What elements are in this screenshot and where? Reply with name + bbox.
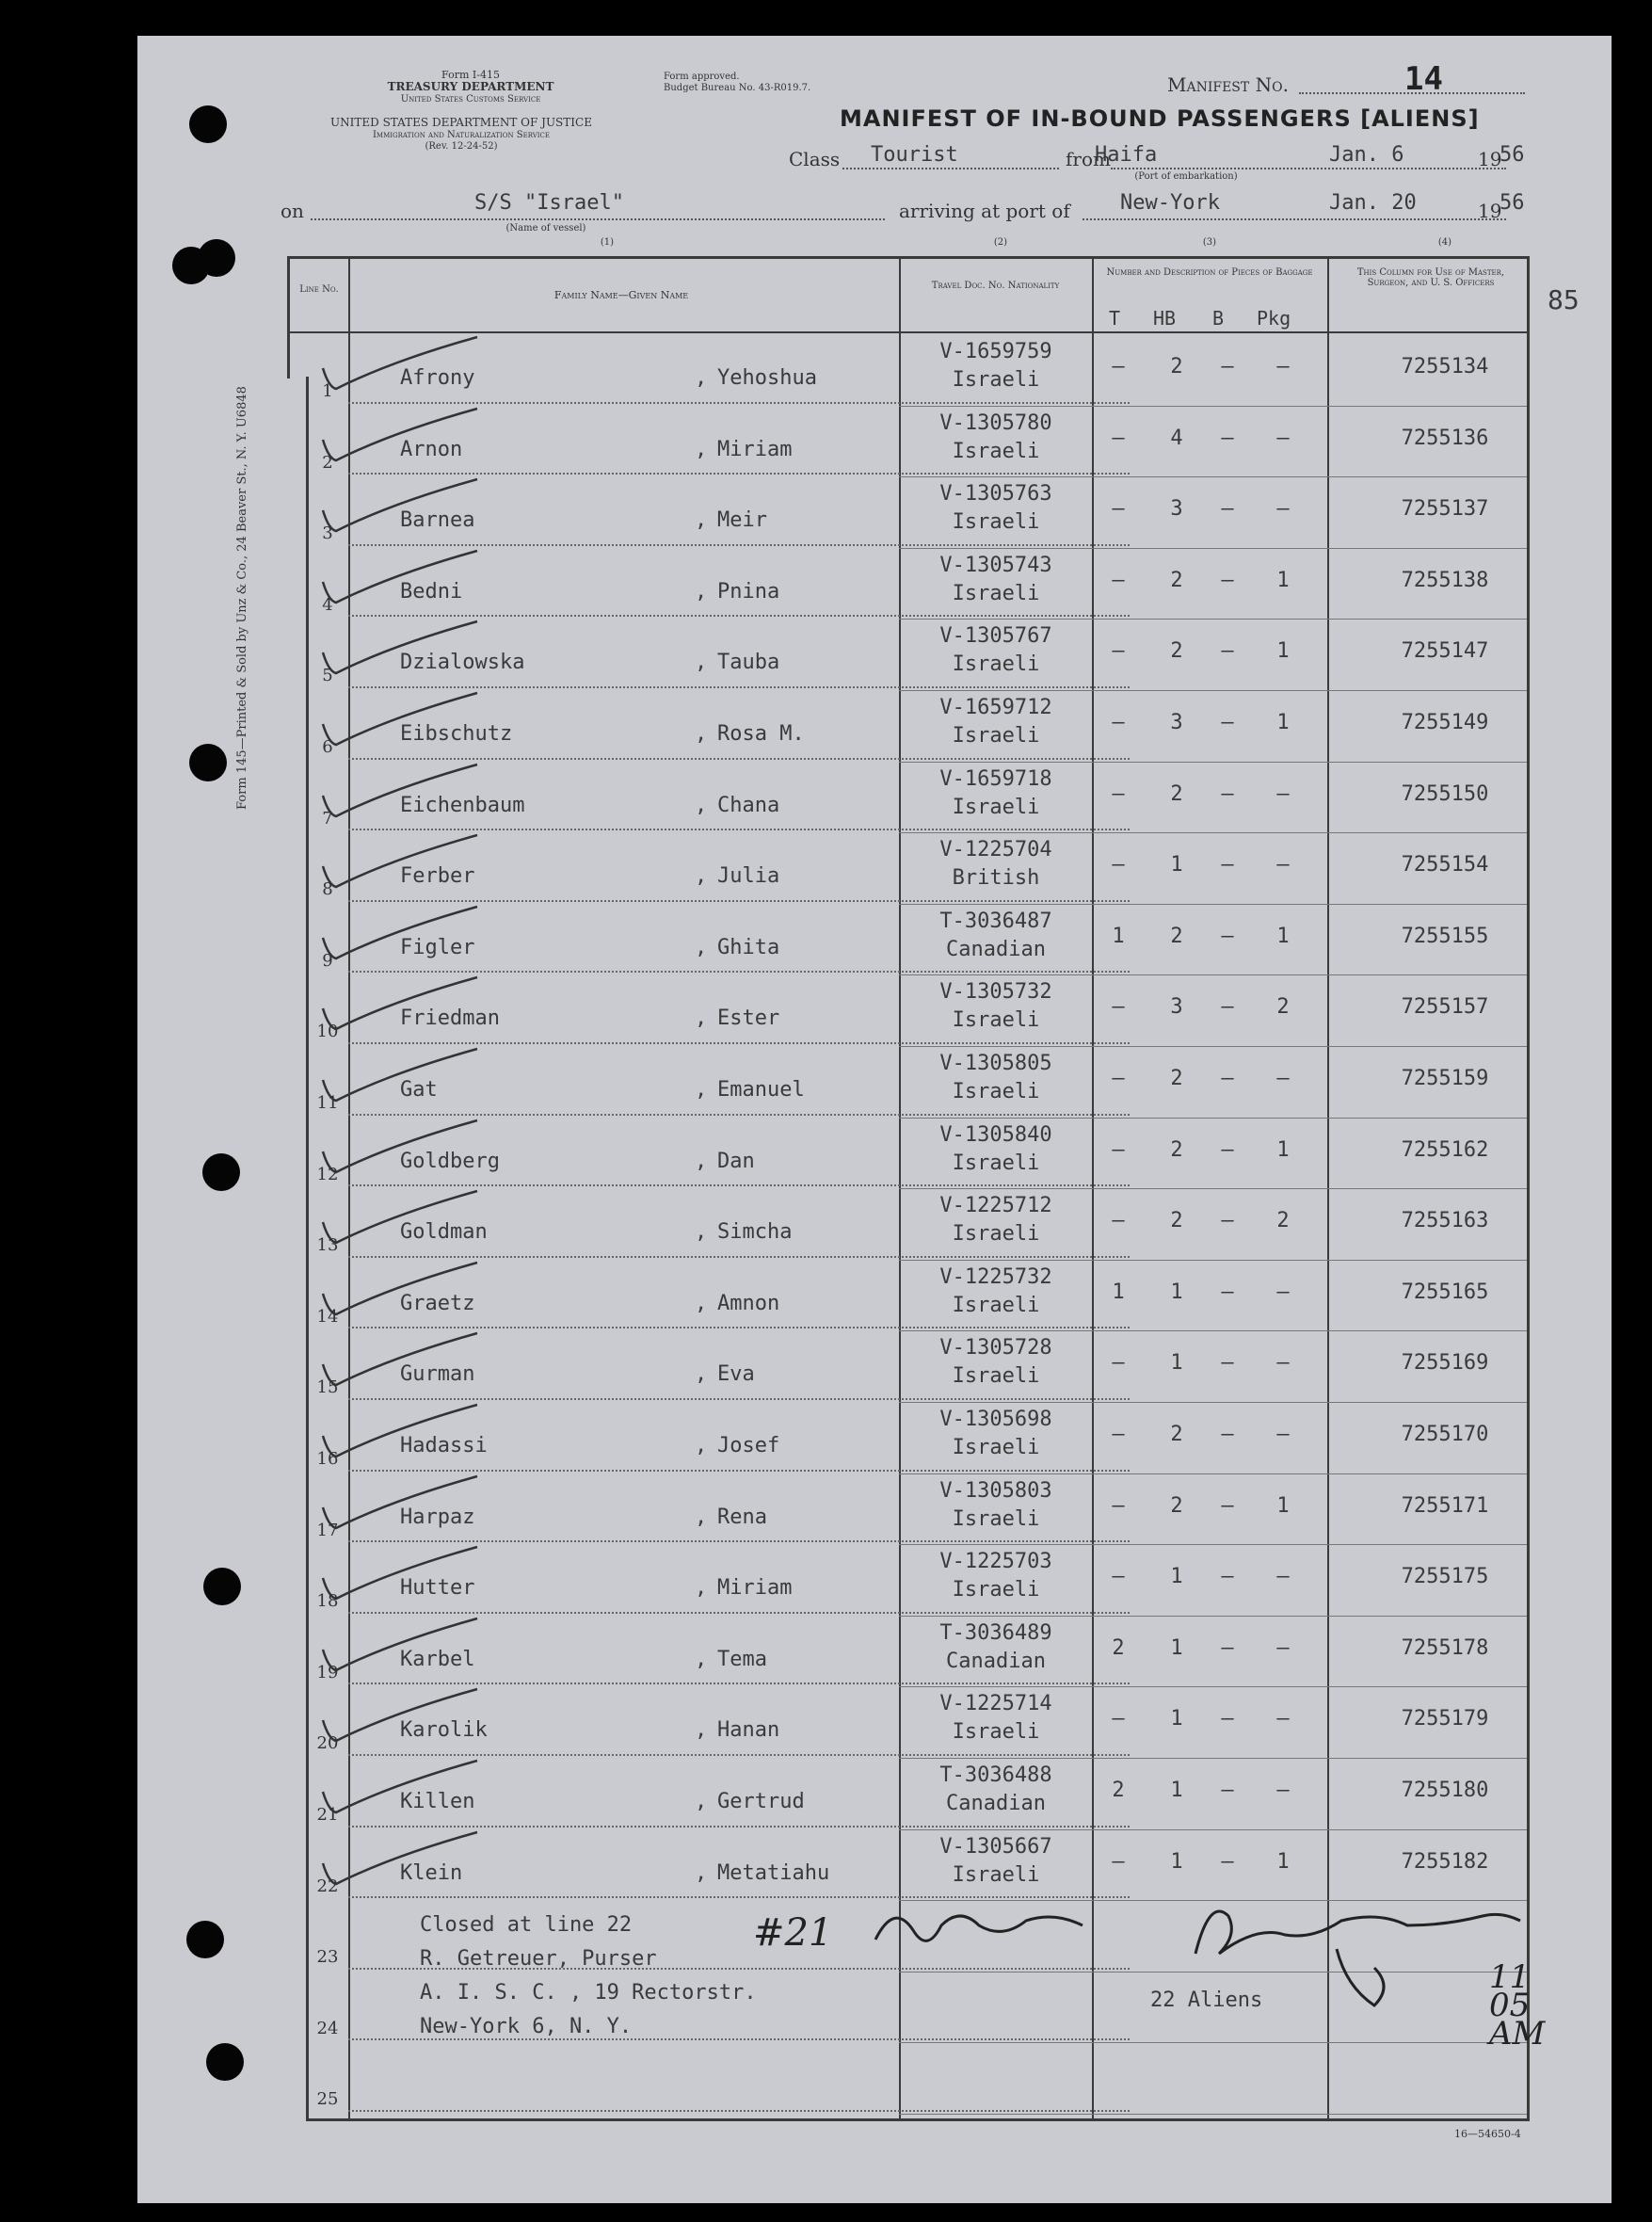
baggage-trunk: – — [1112, 426, 1125, 450]
nationality: Israeli — [952, 652, 1040, 677]
baggage-trunk: 1 — [1112, 924, 1125, 948]
line-number: 4 — [322, 594, 333, 615]
closing-line-4: New-York 6, N. Y. — [420, 2015, 633, 2038]
comma: , — [695, 793, 708, 817]
line-number: 8 — [322, 879, 333, 900]
line-number: 16 — [316, 1449, 339, 1469]
baggage-trunk: – — [1112, 995, 1125, 1020]
vessel-caption: (Name of vessel) — [505, 223, 586, 233]
line-number: 19 — [316, 1662, 339, 1683]
family-name: Harpaz — [400, 1505, 475, 1529]
departure-year-suffix: 56 — [1500, 143, 1525, 167]
baggage-package: – — [1276, 853, 1290, 878]
baggage-box: – — [1221, 711, 1234, 734]
baggage-trunk: 1 — [1112, 1280, 1125, 1304]
baggage-handbag: 1 — [1170, 1707, 1183, 1731]
family-name: Figler — [400, 935, 475, 959]
baggage-package: 1 — [1276, 568, 1290, 592]
line-number: 10 — [316, 1022, 339, 1042]
form-approved: Form approved. — [664, 72, 740, 82]
travel-doc-number: V-1305667 — [939, 1834, 1052, 1859]
comma: , — [695, 437, 708, 461]
line-number: 23 — [316, 1947, 339, 1968]
from-label: from — [1066, 148, 1111, 170]
travel-doc-number: V-1305805 — [939, 1052, 1052, 1075]
family-name: Killen — [400, 1790, 475, 1813]
family-name: Ferber — [400, 864, 475, 889]
nationality: Israeli — [952, 1151, 1040, 1175]
time-note: 11 05 AM — [1489, 1958, 1546, 2053]
line-number: 18 — [316, 1591, 339, 1612]
arrival-date: Jan. 20 — [1329, 191, 1417, 215]
family-name: Goldman — [400, 1220, 488, 1245]
baggage-trunk: – — [1112, 711, 1125, 734]
from-port: Haifa — [1095, 143, 1158, 167]
line-number: 22 — [316, 1876, 339, 1896]
officer-number: 7255171 — [1401, 1493, 1489, 1518]
given-name: Eva — [717, 1362, 755, 1387]
nationality: Israeli — [952, 1506, 1040, 1531]
col-header-name: Family Name—Given Name — [553, 289, 689, 301]
line-number: 11 — [316, 1093, 339, 1113]
comma: , — [695, 722, 708, 746]
comma: , — [695, 1149, 708, 1173]
baggage-package: 2 — [1276, 995, 1290, 1020]
baggage-handbag: 3 — [1170, 497, 1183, 522]
col-number-1: (1) — [600, 237, 615, 248]
officer-number: 7255175 — [1401, 1565, 1489, 1589]
comma: , — [695, 1006, 708, 1031]
travel-doc-number: V-1305763 — [939, 482, 1052, 507]
officer-number: 7255155 — [1401, 924, 1489, 948]
baggage-trunk: – — [1112, 1493, 1125, 1518]
nationality: Israeli — [952, 1578, 1040, 1602]
line-number: 9 — [322, 950, 333, 971]
customs-service: United States Customs Service — [400, 94, 541, 105]
comma: , — [695, 366, 708, 390]
travel-doc-number: T-3036487 — [939, 909, 1052, 933]
given-name: Tema — [717, 1647, 767, 1671]
given-name: Julia — [717, 864, 780, 889]
baggage-trunk: – — [1112, 1137, 1125, 1162]
baggage-trunk: – — [1112, 568, 1125, 592]
given-name: Dan — [717, 1149, 755, 1173]
nationality: Israeli — [952, 795, 1040, 819]
baggage-box: – — [1221, 781, 1234, 806]
baggage-package: 1 — [1276, 1493, 1290, 1518]
nationality: British — [952, 866, 1040, 891]
nationality: Canadian — [946, 1792, 1046, 1815]
officer-number: 7255159 — [1401, 1067, 1489, 1090]
travel-doc-number: V-1225714 — [939, 1692, 1052, 1716]
officer-number: 7255149 — [1401, 711, 1489, 734]
baggage-box: – — [1221, 1635, 1234, 1660]
baggage-trunk: – — [1112, 639, 1125, 664]
given-name: Amnon — [717, 1291, 780, 1315]
comma: , — [695, 1505, 708, 1529]
manifest-number: 14 — [1404, 60, 1443, 98]
baggage-handbag: 1 — [1170, 1635, 1183, 1660]
baggage-package: – — [1276, 1779, 1290, 1802]
comma: , — [695, 1220, 708, 1245]
comma: , — [695, 1576, 708, 1601]
given-name: Yehoshua — [717, 366, 817, 390]
baggage-box: – — [1221, 995, 1234, 1020]
baggage-trunk: – — [1112, 1565, 1125, 1589]
family-name: Bedni — [400, 579, 463, 604]
arrival-year-suffix: 56 — [1500, 191, 1525, 215]
baggage-package: 1 — [1276, 924, 1290, 948]
baggage-trunk: – — [1112, 781, 1125, 806]
travel-doc-number: V-1305840 — [939, 1122, 1052, 1147]
line-number: 14 — [316, 1306, 339, 1327]
nationality: Israeli — [952, 1364, 1040, 1389]
baggage-box: – — [1221, 1423, 1234, 1446]
baggage-package: 2 — [1276, 1209, 1290, 1233]
baggage-package: 1 — [1276, 1137, 1290, 1162]
family-name: Hutter — [400, 1576, 475, 1601]
travel-doc-number: V-1305767 — [939, 624, 1052, 649]
given-name: Metatiahu — [717, 1860, 830, 1885]
given-name: Rosa M. — [717, 722, 805, 746]
nationality: Canadian — [946, 1649, 1046, 1673]
baggage-handbag: 2 — [1170, 639, 1183, 664]
family-name: Arnon — [400, 437, 463, 461]
baggage-box: – — [1221, 1209, 1234, 1233]
arrival-port: New-York — [1120, 191, 1220, 215]
comma: , — [695, 1362, 708, 1387]
comma: , — [695, 1647, 708, 1671]
travel-doc-number: V-1305743 — [939, 553, 1052, 577]
ins-service: Immigration and Naturalization Service — [372, 130, 551, 140]
officer-number: 7255150 — [1401, 781, 1489, 806]
given-name: Hanan — [717, 1718, 780, 1743]
baggage-handbag: 2 — [1170, 568, 1183, 592]
line-number: 20 — [316, 1733, 339, 1754]
form-number: Form I-415 — [441, 69, 500, 81]
comma: , — [695, 1078, 708, 1102]
baggage-sub-hb: HB — [1153, 307, 1177, 330]
travel-doc-number: T-3036489 — [939, 1620, 1052, 1645]
baggage-package: – — [1276, 1423, 1290, 1446]
family-name: Karolik — [400, 1718, 488, 1743]
budget-bureau: Budget Bureau No. 43-R019.7. — [664, 83, 811, 93]
officer-number: 7255162 — [1401, 1137, 1489, 1162]
departure-date: Jan. 6 — [1329, 143, 1404, 167]
line-number: 2 — [322, 452, 333, 473]
baggage-trunk: – — [1112, 1423, 1125, 1446]
baggage-box: – — [1221, 1849, 1234, 1874]
baggage-trunk: – — [1112, 1707, 1125, 1731]
family-name: Gat — [400, 1078, 438, 1102]
officer-number: 7255137 — [1401, 497, 1489, 522]
vessel-name: S/S "Israel" — [474, 191, 624, 215]
family-name: Dzialowska — [400, 651, 525, 675]
departure-year-prefix: 19 — [1478, 148, 1502, 170]
family-name: Goldberg — [400, 1149, 500, 1173]
given-name: Emanuel — [717, 1078, 805, 1102]
comma: , — [695, 579, 708, 604]
family-name: Friedman — [400, 1006, 500, 1031]
baggage-box: – — [1221, 426, 1234, 450]
officer-number: 7255138 — [1401, 568, 1489, 592]
given-name: Simcha — [717, 1220, 793, 1245]
baggage-trunk: – — [1112, 1209, 1125, 1233]
officer-number: 7255165 — [1401, 1280, 1489, 1304]
travel-doc-number: V-1659759 — [939, 340, 1052, 363]
baggage-package: – — [1276, 1707, 1290, 1731]
col-number-3: (3) — [1202, 237, 1217, 248]
baggage-handbag: 2 — [1170, 924, 1183, 948]
nationality: Israeli — [952, 1862, 1040, 1887]
baggage-handbag: 1 — [1170, 1351, 1183, 1376]
baggage-box: – — [1221, 1707, 1234, 1731]
given-name: Rena — [717, 1505, 767, 1529]
closing-line-3: A. I. S. C. , 19 Rectorstr. — [420, 1981, 757, 2005]
baggage-box: – — [1221, 924, 1234, 948]
family-name: Barnea — [400, 508, 475, 533]
given-name: Pnina — [717, 579, 780, 604]
col-header-officers: This Column for Use of Master, Surgeon, and U. S. Officers — [1356, 267, 1505, 288]
travel-doc-number: V-1225704 — [939, 838, 1052, 862]
baggage-box: – — [1221, 1779, 1234, 1802]
port-embarkation-caption: (Port of embarkation) — [1134, 171, 1238, 182]
officer-number: 7255178 — [1401, 1635, 1489, 1660]
baggage-package: 1 — [1276, 711, 1290, 734]
baggage-package: – — [1276, 497, 1290, 522]
arrival-year-prefix: 19 — [1478, 200, 1502, 222]
col-number-2: (2) — [993, 237, 1008, 248]
family-name: Afrony — [400, 366, 475, 390]
comma: , — [695, 1434, 708, 1457]
officer-number: 7255134 — [1401, 355, 1489, 378]
line-number: 6 — [322, 737, 333, 757]
baggage-handbag: 1 — [1170, 1565, 1183, 1589]
officer-number: 7255182 — [1401, 1849, 1489, 1874]
baggage-trunk: – — [1112, 355, 1125, 378]
manifest-no-label: Manifest No. — [1167, 73, 1289, 96]
comma: , — [695, 864, 708, 889]
travel-doc-number: V-1225732 — [939, 1264, 1052, 1289]
comma: , — [695, 1790, 708, 1813]
family-name: Klein — [400, 1860, 463, 1885]
baggage-trunk: 2 — [1112, 1779, 1125, 1802]
travel-doc-number: V-1225703 — [939, 1550, 1052, 1574]
nationality: Israeli — [952, 1293, 1040, 1317]
officer-number: 7255169 — [1401, 1351, 1489, 1376]
travel-doc-number: V-1659718 — [939, 766, 1052, 791]
baggage-trunk: – — [1112, 853, 1125, 878]
comma: , — [695, 1718, 708, 1743]
nationality: Israeli — [952, 1436, 1040, 1459]
nationality: Israeli — [952, 724, 1040, 748]
baggage-package: – — [1276, 1067, 1290, 1090]
baggage-handbag: 3 — [1170, 995, 1183, 1020]
nationality: Israeli — [952, 1720, 1040, 1745]
baggage-package: 1 — [1276, 639, 1290, 664]
officer-number: 7255147 — [1401, 639, 1489, 664]
baggage-handbag: 1 — [1170, 853, 1183, 878]
comma: , — [695, 651, 708, 675]
baggage-package: – — [1276, 1280, 1290, 1304]
baggage-trunk: – — [1112, 497, 1125, 522]
comma: , — [695, 1860, 708, 1885]
officer-number: 7255154 — [1401, 853, 1489, 878]
revision-date: (Rev. 12-24-52) — [425, 141, 498, 152]
baggage-box: – — [1221, 355, 1234, 378]
nationality: Israeli — [952, 581, 1040, 605]
baggage-package: – — [1276, 1635, 1290, 1660]
officer-number: 7255163 — [1401, 1209, 1489, 1233]
manifest-title: MANIFEST OF IN-BOUND PASSENGERS [ALIENS] — [840, 105, 1480, 132]
class-value: Tourist — [871, 143, 958, 167]
baggage-handbag: 2 — [1170, 1137, 1183, 1162]
given-name: Ghita — [717, 935, 780, 959]
baggage-package: – — [1276, 1351, 1290, 1376]
baggage-box: – — [1221, 639, 1234, 664]
baggage-box: – — [1221, 1493, 1234, 1518]
aliens-total: 22 Aliens — [1150, 1989, 1263, 2012]
travel-doc-number: V-1305732 — [939, 980, 1052, 1005]
col-header-travel-doc: Travel Doc. No. Nationality — [931, 281, 1060, 291]
given-name: Tauba — [717, 651, 780, 675]
family-name: Hadassi — [400, 1434, 488, 1457]
justice-department: UNITED STATES DEPARTMENT OF JUSTICE — [330, 116, 592, 129]
travel-doc-number: V-1305780 — [939, 411, 1052, 435]
baggage-handbag: 2 — [1170, 1423, 1183, 1446]
given-name: Miriam — [717, 437, 793, 461]
baggage-box: – — [1221, 568, 1234, 592]
baggage-box: – — [1221, 853, 1234, 878]
line-number: 12 — [316, 1164, 339, 1184]
comma: , — [695, 508, 708, 533]
baggage-trunk: – — [1112, 1351, 1125, 1376]
nationality: Israeli — [952, 368, 1040, 392]
baggage-package: – — [1276, 781, 1290, 806]
baggage-handbag: 1 — [1170, 1779, 1183, 1802]
baggage-trunk: – — [1112, 1067, 1125, 1090]
baggage-box: – — [1221, 1067, 1234, 1090]
col-number-4: (4) — [1437, 237, 1452, 248]
baggage-sub-pkg: Pkg — [1257, 307, 1291, 330]
travel-doc-number: V-1225712 — [939, 1194, 1052, 1218]
officer-number: 7255180 — [1401, 1779, 1489, 1802]
line-number: 24 — [316, 2018, 339, 2038]
line-number: 13 — [316, 1235, 339, 1256]
on-label: on — [281, 200, 304, 222]
family-name: Karbel — [400, 1647, 475, 1671]
baggage-handbag: 2 — [1170, 355, 1183, 378]
nationality: Israeli — [952, 1008, 1040, 1033]
given-name: Meir — [717, 508, 767, 533]
given-name: Chana — [717, 793, 780, 817]
line-number: 21 — [316, 1805, 339, 1825]
comma: , — [695, 935, 708, 959]
class-label: Class — [789, 148, 841, 170]
line-number: 3 — [322, 523, 333, 544]
treasury-department: TREASURY DEPARTMENT — [387, 80, 554, 93]
baggage-package: – — [1276, 1565, 1290, 1589]
printer-credit: Form 145—Printed & Sold by Unz & Co., 24 Beaver St., N. Y. U6848 — [235, 386, 249, 810]
line-number: 25 — [316, 2089, 339, 2110]
nationality: Israeli — [952, 510, 1040, 535]
baggage-package: – — [1276, 426, 1290, 450]
officer-number: 7255136 — [1401, 426, 1489, 450]
comma: , — [695, 1291, 708, 1315]
given-name: Josef — [717, 1434, 780, 1457]
col-header-line-no: Line No. — [299, 284, 339, 295]
baggage-package: 1 — [1276, 1849, 1290, 1874]
travel-doc-number: V-1305803 — [939, 1478, 1052, 1503]
nationality: Israeli — [952, 1222, 1040, 1247]
closing-line-1: Closed at line 22 — [420, 1913, 633, 1937]
baggage-handbag: 2 — [1170, 1067, 1183, 1090]
baggage-box: – — [1221, 1137, 1234, 1162]
line-number: 7 — [322, 808, 333, 829]
officer-number: 7255179 — [1401, 1707, 1489, 1731]
closing-line-2: R. Getreuer, Purser — [420, 1947, 657, 1971]
footer-code: 16—54650-4 — [1454, 2128, 1521, 2140]
family-name: Gurman — [400, 1362, 475, 1387]
officer-number: 7255157 — [1401, 995, 1489, 1020]
family-name: Eichenbaum — [400, 793, 525, 817]
baggage-handbag: 4 — [1170, 426, 1183, 450]
nationality: Canadian — [946, 937, 1046, 961]
family-name: Graetz — [400, 1291, 475, 1315]
given-name: Miriam — [717, 1576, 793, 1601]
travel-doc-number: V-1659712 — [939, 696, 1052, 719]
baggage-handbag: 3 — [1170, 711, 1183, 734]
baggage-handbag: 1 — [1170, 1280, 1183, 1304]
arriving-label: arriving at port of — [899, 200, 1070, 222]
baggage-box: – — [1221, 497, 1234, 522]
line-number: 15 — [316, 1377, 339, 1398]
given-name: Gertrud — [717, 1790, 805, 1813]
baggage-box: – — [1221, 1351, 1234, 1376]
handwritten-number: #21 — [753, 1911, 833, 1955]
line-number: 17 — [316, 1520, 339, 1540]
line-number: 5 — [322, 666, 333, 686]
nationality: Israeli — [952, 439, 1040, 463]
baggage-box: – — [1221, 1565, 1234, 1589]
family-name: Eibschutz — [400, 722, 513, 746]
baggage-sub-t: T — [1109, 307, 1121, 330]
baggage-handbag: 2 — [1170, 781, 1183, 806]
baggage-box: – — [1221, 1280, 1234, 1304]
travel-doc-number: V-1305698 — [939, 1408, 1052, 1431]
travel-doc-number: V-1305728 — [939, 1336, 1052, 1361]
baggage-trunk: 2 — [1112, 1635, 1125, 1660]
line-number: 1 — [322, 381, 333, 401]
baggage-sub-b: B — [1212, 307, 1225, 330]
travel-doc-number: T-3036488 — [939, 1763, 1052, 1787]
baggage-handbag: 2 — [1170, 1209, 1183, 1233]
baggage-handbag: 2 — [1170, 1493, 1183, 1518]
given-name: Ester — [717, 1006, 780, 1031]
officer-number: 7255170 — [1401, 1423, 1489, 1446]
baggage-handbag: 1 — [1170, 1849, 1183, 1874]
officers-note: 85 — [1548, 284, 1580, 315]
col-header-baggage: Number and Description of Pieces of Baggage — [1106, 267, 1313, 278]
baggage-package: – — [1276, 355, 1290, 378]
nationality: Israeli — [952, 1080, 1040, 1103]
baggage-trunk: – — [1112, 1849, 1125, 1874]
